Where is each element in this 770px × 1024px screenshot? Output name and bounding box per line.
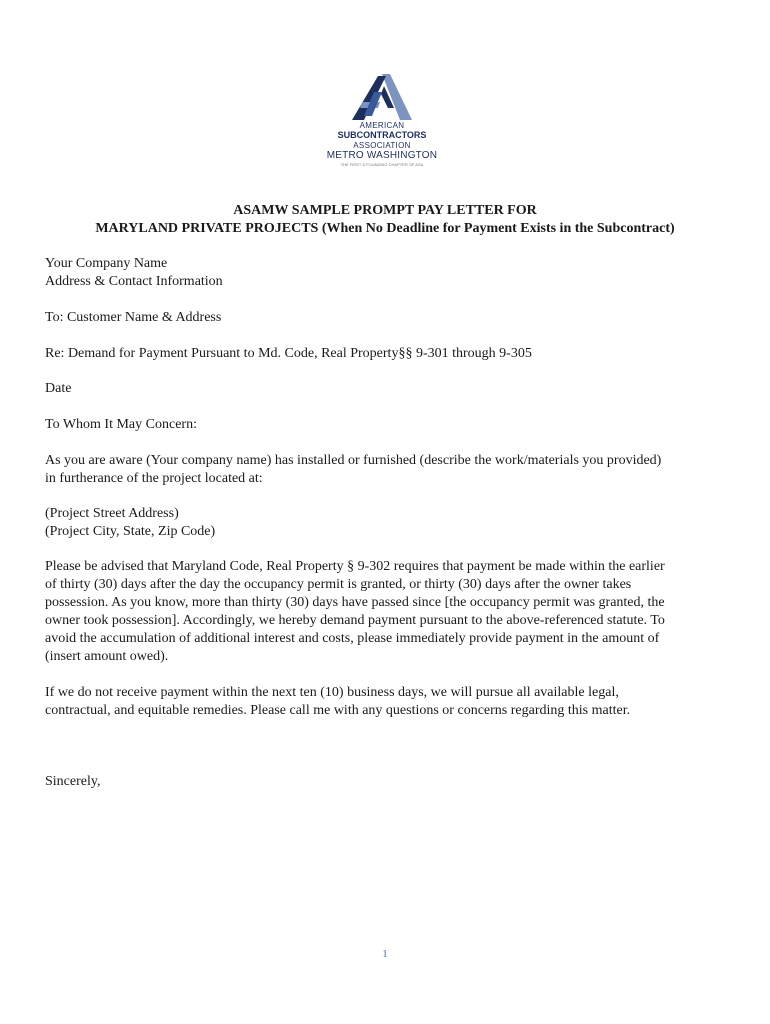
paragraph-2-line-1: Please be advised that Maryland Code, Real Property § 9-302 requires that payment be made within the earlier	[45, 559, 665, 574]
asa-logo-mark-icon	[350, 72, 414, 122]
to-line: To: Customer Name & Address	[45, 310, 222, 325]
closing-sincerely: Sincerely,	[45, 774, 101, 789]
paragraph-2-line-5: avoid the accumulation of additional interest and costs, please immediately provide payment in the amount of	[45, 631, 660, 646]
paragraph-3-line-2: contractual, and equitable remedies. Please call me with any questions or concerns regarding this matter.	[45, 703, 631, 718]
paragraph-2-line-3: possession. As you know, more than thirty (30) days have passed since [the occupancy permit was granted, the	[45, 595, 665, 610]
paragraph-3-line-1: If we do not receive payment within the next ten (10) business days, we will pursue all available legal,	[45, 685, 619, 700]
logo-line-subcontractors: SUBCONTRACTORS	[337, 130, 427, 140]
logo-line-association: ASSOCIATION	[353, 141, 411, 150]
paragraph-2-line-4: owner took possession]. Accordingly, we hereby demand payment pursuant to the above-referenced statute. To	[45, 613, 665, 628]
logo-line-metro-washington: METRO WASHINGTON	[326, 150, 438, 161]
logo-line-american: AMERICAN	[359, 121, 405, 130]
asamw-logo	[322, 72, 442, 172]
page-number: 1	[382, 948, 388, 960]
project-city-state-zip: (Project City, State, Zip Code)	[45, 524, 216, 539]
salutation: To Whom It May Concern:	[45, 417, 197, 432]
logo-tagline: THE FIRST & FOUNDING CHAPTER OF ASA	[340, 162, 424, 167]
paragraph-1-line-2: in furtherance of the project located at:	[45, 471, 263, 486]
letter-title-line-1: ASAMW SAMPLE PROMPT PAY LETTER FOR	[233, 203, 537, 218]
project-street-address: (Project Street Address)	[45, 506, 179, 521]
sender-company-name: Your Company Name	[45, 256, 168, 271]
paragraph-2-line-6: (insert amount owed).	[45, 649, 169, 664]
date-line: Date	[45, 381, 72, 396]
paragraph-1-line-1: As you are aware (Your company name) has installed or furnished (describe the work/materials you provided)	[45, 453, 662, 468]
letter-title-line-2: MARYLAND PRIVATE PROJECTS (When No Deadline for Payment Exists in the Subcontract)	[95, 221, 675, 236]
re-line: Re: Demand for Payment Pursuant to Md. Code, Real Property§§ 9-301 through 9-305	[45, 346, 532, 361]
sender-contact-info: Address & Contact Information	[45, 274, 223, 289]
paragraph-2-line-2: of thirty (30) days after the day the occupancy permit is granted, or thirty (30) days after the owner takes	[45, 577, 632, 592]
